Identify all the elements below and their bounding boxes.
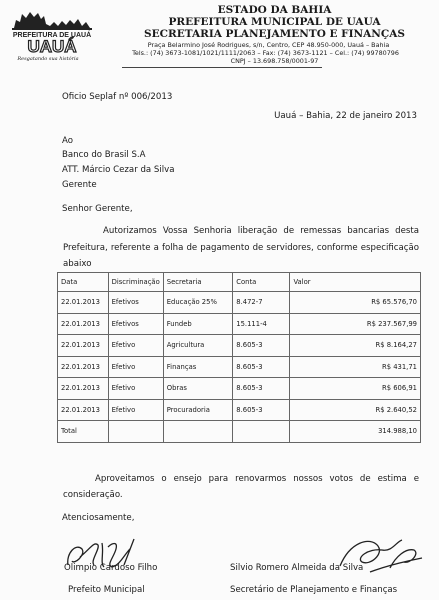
payment-table — [57, 272, 421, 443]
header-phones: Tels.: (74) 3673-1081/1021/1111/2063 – Fax: (74) 3673-1121 – Cel.: (74) 99780796 — [132, 49, 399, 57]
signature-left-name: Olimpio Cardoso Filho — [64, 563, 158, 573]
recipient-attention: ATT. Márcio Cezar da Silva — [62, 165, 175, 175]
header-address: Praça Belarmino José Rodrigues, s/n, Centro, CEP 48.950-000, Uauá – Bahia — [147, 41, 390, 49]
cell-data: 22.01.2013 — [58, 335, 109, 357]
cell-secretaria: Procuradoria — [163, 399, 233, 421]
cell-secretaria: Educação 25% — [163, 292, 233, 314]
document-date: Uauá – Bahia, 22 de janeiro 2013 — [274, 111, 417, 121]
header-secretaria: SECRETARIA PLANEJAMENTO E FINANÇAS — [144, 28, 405, 40]
cell-valor: R$ 237.567,99 — [290, 313, 421, 335]
salutation: Senhor Gerente, — [62, 204, 133, 214]
cell-conta: 8.605-3 — [233, 378, 290, 400]
table-row — [58, 378, 421, 400]
header-state: ESTADO DA BAHIA — [217, 4, 332, 16]
recipient-bank: Banco do Brasil S.A — [62, 150, 146, 160]
table-row — [58, 292, 421, 314]
signature-right-name: Silvio Romero Almeida da Silva — [230, 563, 364, 573]
closing-paragraph: Aproveitamos o ensejo para renovarmos nossos votos de estima e consideração. — [63, 474, 419, 500]
table-row — [58, 335, 421, 357]
col-valor: Valor — [290, 273, 421, 292]
header-prefeitura: PREFEITURA MUNICIPAL DE UAUA — [168, 16, 381, 28]
cell-discriminacao: Efetivos — [108, 292, 163, 314]
cell-secretaria: Fundeb — [163, 313, 233, 335]
body-paragraph: Autorizamos Vossa Senhoria liberação de remessas bancarias desta Prefeitura, referente a folha de pagamento de servidores, conforme especificação abaixo — [63, 226, 419, 269]
cell-valor: R$ 65.576,70 — [290, 292, 421, 314]
cell-conta: 8.605-3 — [233, 399, 290, 421]
table-row — [58, 399, 421, 421]
header-divider — [122, 67, 322, 68]
cell-valor: R$ 2.640,52 — [290, 399, 421, 421]
document-reference: Oficio Seplaf nº 006/2013 — [62, 92, 173, 102]
cell-secretaria: Agricultura — [163, 335, 233, 357]
cell-valor: R$ 431,71 — [290, 356, 421, 378]
cell-conta: 8.605-3 — [233, 335, 290, 357]
cell-secretaria: Obras — [163, 378, 233, 400]
total-value: 314.988,10 — [290, 421, 421, 443]
signature-right-role: Secretário de Planejamento e Finanças — [230, 585, 398, 595]
cell-data: 22.01.2013 — [58, 399, 109, 421]
cell-valor: R$ 8.164,27 — [290, 335, 421, 357]
cell-valor: R$ 606,91 — [290, 378, 421, 400]
total-label: Total — [58, 421, 109, 443]
col-discriminacao: Discriminação — [108, 273, 163, 292]
cell-secretaria: Finanças — [163, 356, 233, 378]
cell-discriminacao: Efetivo — [108, 378, 163, 400]
closing-salutation: Atenciosamente, — [62, 513, 135, 523]
svg-text:UAUÁ: UAUÁ — [27, 37, 77, 56]
table-row — [58, 356, 421, 378]
cell-discriminacao: Efetivo — [108, 335, 163, 357]
cell-data: 22.01.2013 — [58, 292, 109, 314]
header-cnpj: CNPJ – 13.698.758/0001-97 — [230, 57, 319, 65]
prefeitura-logo — [4, 4, 104, 62]
cell-discriminacao: Efetivo — [108, 356, 163, 378]
cell-data: 22.01.2013 — [58, 356, 109, 378]
cell-data: 22.01.2013 — [58, 313, 109, 335]
col-data: Data — [58, 273, 109, 292]
col-secretaria: Secretaria — [163, 273, 233, 292]
cell-discriminacao: Efetivo — [108, 399, 163, 421]
table-row — [58, 313, 421, 335]
logo-text: PREFEITURA DE UAUÁ — [12, 32, 92, 39]
table-total-row — [58, 421, 421, 443]
col-conta: Conta — [233, 273, 290, 292]
recipient-role: Gerente — [62, 180, 97, 190]
cell-conta: 8.472-7 — [233, 292, 290, 314]
recipient-to: Ao — [62, 136, 73, 146]
cell-discriminacao: Efetivos — [108, 313, 163, 335]
cell-conta: 8.605-3 — [233, 356, 290, 378]
signature-left-role: Prefeito Municipal — [68, 585, 145, 595]
cell-conta: 15.111-4 — [233, 313, 290, 335]
cell-data: 22.01.2013 — [58, 378, 109, 400]
table-header-row — [58, 273, 421, 292]
logo-slogan: Resgatando sua história — [17, 56, 79, 62]
